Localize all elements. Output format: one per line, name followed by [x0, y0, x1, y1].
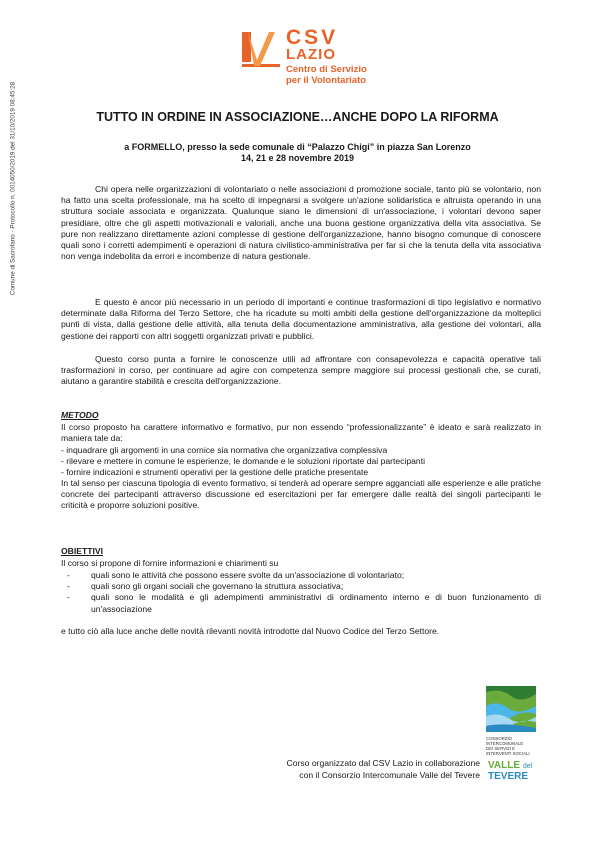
- metodo-item: - inquadrare gli argomenti in una cornice sia normativa che organizzativa complessiva: [61, 445, 388, 455]
- valle-del-tevere-logo: [486, 686, 546, 786]
- metodo-lead: Il corso proposto ha carattere informativo e formativo, pur non essendo “professionalizzante” è ideato e sarà realizzato in maniera tale da:: [61, 422, 541, 444]
- dash-bullet-icon: -: [67, 581, 70, 592]
- river-landscape-icon: [486, 686, 536, 732]
- consorzio-line4: INTERVENTI SOCIALI: [486, 751, 530, 756]
- venue-location: a FORMELLO, presso la sede comunale di “Palazzo Chigi” in piazza San Lorenzo: [124, 142, 471, 152]
- csv-lazio-logo: [242, 28, 382, 98]
- obiettivi-item-text: quali sono gli organi sociali che governano la struttura associativa;: [91, 581, 344, 592]
- consorzio-line3: DEI SERVIZI E: [486, 746, 516, 751]
- obiettivi-heading: OBIETTIVI: [61, 546, 104, 556]
- metodo-closing: In tal senso per ciascuna tipologia di evento formativo, si tenderà ad operare sempre agganciati alle esperienze e alle pratiche concrete dei partecipanti attraverso discussione ed esercitazioni per far emergere dalle realtà dei singoli partecipanti le criticità e proporre soluzioni positive.: [61, 478, 541, 511]
- venue-info: [0, 142, 595, 164]
- protocol-stamp: [8, 30, 18, 350]
- intro-paragraph-3: Questo corso punta a fornire le conoscenze utili ad affrontare con consapevolezza e capacità operative tali trasformazioni in corso, per continuare ad agire con competenza sempre maggiore sui processi gestionali che, se curati, aiutano a garantire stabilità e crescita dell'organizzazione.: [61, 354, 541, 387]
- footer-line1: Corso organizzato dal CSV Lazio in collaborazione: [286, 758, 480, 768]
- logo-subtitle-line2: per il Volontariato: [286, 75, 367, 86]
- dash-bullet-icon: -: [67, 570, 70, 580]
- protocol-stamp-text: Comune di Sacrofano - Protocollo n. 0014050/2019 del 31/10/2019 08:45:28: [9, 81, 17, 296]
- list-item: [61, 581, 541, 592]
- obiettivi-item-text: quali sono le modalità e gli adempimenti amministrativi di ordinamento interno e di buon funzionamento di un'associazione: [91, 592, 541, 614]
- obiettivi-lead: Il corso si propone di fornire informazioni e chiarimenti su: [61, 558, 279, 568]
- footer-line2: con il Consorzio Intercomunale Valle del Tevere: [299, 770, 480, 780]
- obiettivi-item-text: quali sono le attività che possono essere svolte da un'associazione di volontariato;: [91, 570, 405, 580]
- footer-credits: [230, 757, 480, 781]
- valle-text: [488, 760, 532, 771]
- logo-subtitle-line1: Centro di Servizio: [286, 64, 367, 75]
- consorzio-text: [486, 736, 530, 756]
- logo-lazio-text: LAZIO: [286, 46, 336, 63]
- intro-paragraph-2: E questo è ancor più necessario in un periodo di importanti e continue trasformazioni di tipo legislativo e normativo determinate dalla Riforma del Terzo Settore, che ha ricadute su molti ambiti della gestione dell'organizzazione da molteplici punti di vista, dalla gestione delle attività, alla tenuta della documentazione amministrativa, alla gestione dei volontari, alla gestione dei rapporti con altri soggetti organizzati privati e pubblici.: [61, 297, 541, 341]
- list-item: [61, 592, 541, 614]
- metodo-item: - fornire indicazioni e strumenti operativi per la gestione delle pratiche presentate: [61, 467, 369, 477]
- valle-word: VALLE: [488, 760, 521, 771]
- metodo-heading: METODO: [61, 410, 99, 420]
- dash-bullet-icon: -: [67, 592, 70, 603]
- logo-csv-text: CSV: [286, 26, 339, 49]
- intro-paragraph-1: Chi opera nelle organizzazioni di volontariato o nelle associazioni d promozione sociale, tanto più se volontario, non ha fatto una scelta professionale, ma ha scelto di impegnarsi a svolgere un'azione solidaristica e altruista operando in una struttura sociale associata e organizzata. Qualunque siano le dimensioni di un'associazione, i volontari devono saper presidiare, oltre che gli aspetti motivazionali e valoriali, anche una buona gestione organizzativa della vita associativa. Se pure non realizzano direttamente azioni complesse di gestione dell'organizzazione, hanno bisogno comunque di conoscere quali sono i corretti adempimenti e operazioni di natura civilistico-amministrativa per far sì che la tenuta della vita associativa non venga indebolita da errori e incombenze di natura gestionale.: [61, 184, 541, 262]
- del-word: del: [522, 763, 533, 770]
- obiettivi-closing: e tutto ciò alla luce anche delle novità rilevanti novità introdotte dal Nuovo Codice del Terzo Settore.: [61, 626, 440, 636]
- obiettivi-list: [61, 570, 541, 615]
- consorzio-line2: INTERCOMUNALE: [486, 741, 524, 746]
- csv-logo-mark-icon: [242, 28, 280, 70]
- document-title: TUTTO IN ORDINE IN ASSOCIAZIONE…ANCHE DOPO LA RIFORMA: [96, 110, 499, 124]
- metodo-item: - rilevare e mettere in comune le esperienze, le domande e le soluzioni riportate dai partecipanti: [61, 456, 426, 466]
- consorzio-line1: CONSORZIO: [486, 736, 513, 741]
- venue-dates: 14, 21 e 28 novembre 2019: [240, 153, 355, 163]
- list-item: [61, 570, 541, 581]
- tevere-text: TEVERE: [488, 771, 529, 782]
